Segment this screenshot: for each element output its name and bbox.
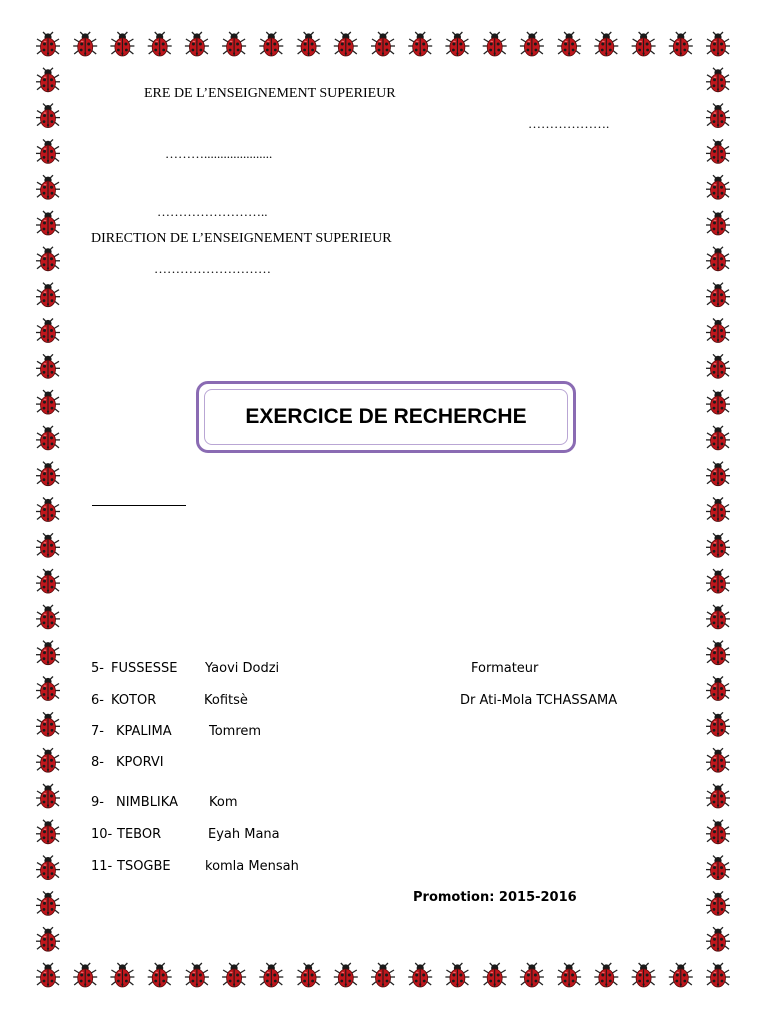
- ladybug-icon: [706, 175, 730, 199]
- ladybug-icon: [706, 498, 730, 522]
- ladybug-icon: [408, 963, 432, 987]
- ladybug-icon: [706, 462, 730, 486]
- ladybug-icon: [706, 677, 730, 701]
- ladybug-icon: [36, 426, 60, 450]
- ladybug-icon: [706, 354, 730, 378]
- ladybug-icon: [222, 963, 246, 987]
- ladybug-icon: [36, 927, 60, 951]
- ladybug-icon: [706, 319, 730, 343]
- ladybug-icon: [706, 605, 730, 629]
- ladybug-icon: [483, 963, 507, 987]
- student-last-name: TEBOR: [117, 827, 162, 842]
- dots-right: ……………….: [528, 116, 610, 131]
- ladybug-icon: [669, 32, 693, 56]
- ladybug-icon: [706, 927, 730, 951]
- ladybug-icon: [110, 32, 134, 56]
- ladybug-icon: [594, 963, 618, 987]
- ladybug-icon: [36, 283, 60, 307]
- student-first-name: Kom: [209, 795, 238, 810]
- student-last-name: KPORVI: [116, 755, 164, 770]
- ladybug-icon: [36, 319, 60, 343]
- ladybug-icon: [520, 963, 544, 987]
- dots-line-b: ……………………..: [157, 204, 268, 219]
- ladybug-icon: [706, 748, 730, 772]
- ladybug-icon: [36, 175, 60, 199]
- promotion-label: Promotion: 2015-2016: [413, 890, 577, 905]
- ladybug-icon: [73, 963, 97, 987]
- student-number: 6-: [91, 693, 104, 708]
- ladybug-icon: [706, 139, 730, 163]
- ladybug-icon: [36, 104, 60, 128]
- ladybug-icon: [557, 963, 581, 987]
- student-last-name: KPALIMA: [116, 724, 172, 739]
- ladybug-icon: [371, 963, 395, 987]
- trainer-name: Dr Ati-Mola TCHASSAMA: [460, 693, 618, 708]
- ladybug-icon: [706, 784, 730, 808]
- ladybug-icon: [632, 32, 656, 56]
- ladybug-icon: [36, 891, 60, 915]
- ladybug-icon: [706, 820, 730, 844]
- ladybug-icon: [371, 32, 395, 56]
- ladybug-icon: [36, 856, 60, 880]
- ladybug-icon: [706, 856, 730, 880]
- ladybug-icon: [706, 963, 730, 987]
- student-first-name: Tomrem: [209, 724, 262, 739]
- ladybug-icon: [36, 68, 60, 92]
- dots-line-c: ………………………: [154, 261, 271, 276]
- ladybug-icon: [706, 712, 730, 736]
- ladybug-icon: [706, 211, 730, 235]
- student-last-name: NIMBLIKA: [116, 795, 178, 810]
- ladybug-icon: [669, 963, 693, 987]
- document-title: EXERCICE DE RECHERCHE: [245, 405, 527, 428]
- ladybug-icon: [706, 569, 730, 593]
- dots-line-a: ……….....................: [165, 146, 273, 161]
- ladybug-icon: [445, 32, 469, 56]
- ladybug-icon: [222, 32, 246, 56]
- ladybug-icon: [36, 247, 60, 271]
- ladybug-icon: [706, 247, 730, 271]
- ladybug-icon: [445, 963, 469, 987]
- student-last-name: FUSSESSE: [111, 661, 178, 676]
- trainer-label: Formateur: [471, 661, 539, 676]
- ladybug-icon: [36, 712, 60, 736]
- ladybug-icon: [483, 32, 507, 56]
- ladybug-icon: [36, 211, 60, 235]
- student-number: 11-: [91, 859, 113, 874]
- student-number: 8-: [91, 755, 104, 770]
- ladybug-icon: [259, 963, 283, 987]
- student-number: 9-: [91, 795, 104, 810]
- ladybug-icon: [36, 139, 60, 163]
- ladybug-icon: [706, 283, 730, 307]
- ladybug-icon: [148, 963, 172, 987]
- ladybug-icon: [706, 104, 730, 128]
- student-first-name: Kofitsè: [204, 693, 248, 708]
- ladybug-icon: [706, 533, 730, 557]
- ladybug-icon: [706, 390, 730, 414]
- ladybug-icon: [36, 641, 60, 665]
- ladybug-icon: [706, 641, 730, 665]
- ladybug-icon: [148, 32, 172, 56]
- student-first-name: Yaovi Dodzi: [205, 661, 280, 676]
- ladybug-icon: [36, 605, 60, 629]
- ladybug-icon: [36, 748, 60, 772]
- ladybug-icon: [36, 569, 60, 593]
- ladybug-icon: [706, 426, 730, 450]
- ladybug-icon: [185, 32, 209, 56]
- student-last-name: TSOGBE: [117, 859, 171, 874]
- ladybug-icon: [36, 963, 60, 987]
- ladybug-icon: [36, 498, 60, 522]
- ladybug-icon: [36, 32, 60, 56]
- ladybug-icon: [297, 963, 321, 987]
- ladybug-icon: [36, 462, 60, 486]
- ladybug-icon: [73, 32, 97, 56]
- ladybug-icon: [297, 32, 321, 56]
- ladybug-icon: [520, 32, 544, 56]
- student-first-name: komla Mensah: [205, 859, 299, 874]
- ladybug-icon: [706, 891, 730, 915]
- student-number: 5-: [91, 661, 104, 676]
- student-number: 10-: [91, 827, 113, 842]
- ladybug-icon: [36, 533, 60, 557]
- short-rule: [92, 505, 186, 506]
- student-first-name: Eyah Mana: [208, 827, 280, 842]
- ladybug-icon: [36, 677, 60, 701]
- title-frame: [196, 381, 576, 453]
- direction-line: DIRECTION DE L’ENSEIGNEMENT SUPERIEUR: [91, 231, 392, 246]
- ladybug-icon: [706, 68, 730, 92]
- ladybug-icon: [632, 963, 656, 987]
- ladybug-icon: [557, 32, 581, 56]
- ladybug-icon: [334, 32, 358, 56]
- ladybug-icon: [36, 820, 60, 844]
- ladybug-icon: [259, 32, 283, 56]
- student-last-name: KOTOR: [111, 693, 157, 708]
- ladybug-icon: [36, 784, 60, 808]
- ladybug-icon: [185, 963, 209, 987]
- ladybug-icon: [594, 32, 618, 56]
- ladybug-icon: [334, 963, 358, 987]
- ladybug-icon: [36, 390, 60, 414]
- ladybug-icon: [706, 32, 730, 56]
- ministry-line: ERE DE L’ENSEIGNEMENT SUPERIEUR: [144, 86, 396, 101]
- ladybug-icon: [110, 963, 134, 987]
- ladybug-icon: [408, 32, 432, 56]
- ladybug-icon: [36, 354, 60, 378]
- student-number: 7-: [91, 724, 104, 739]
